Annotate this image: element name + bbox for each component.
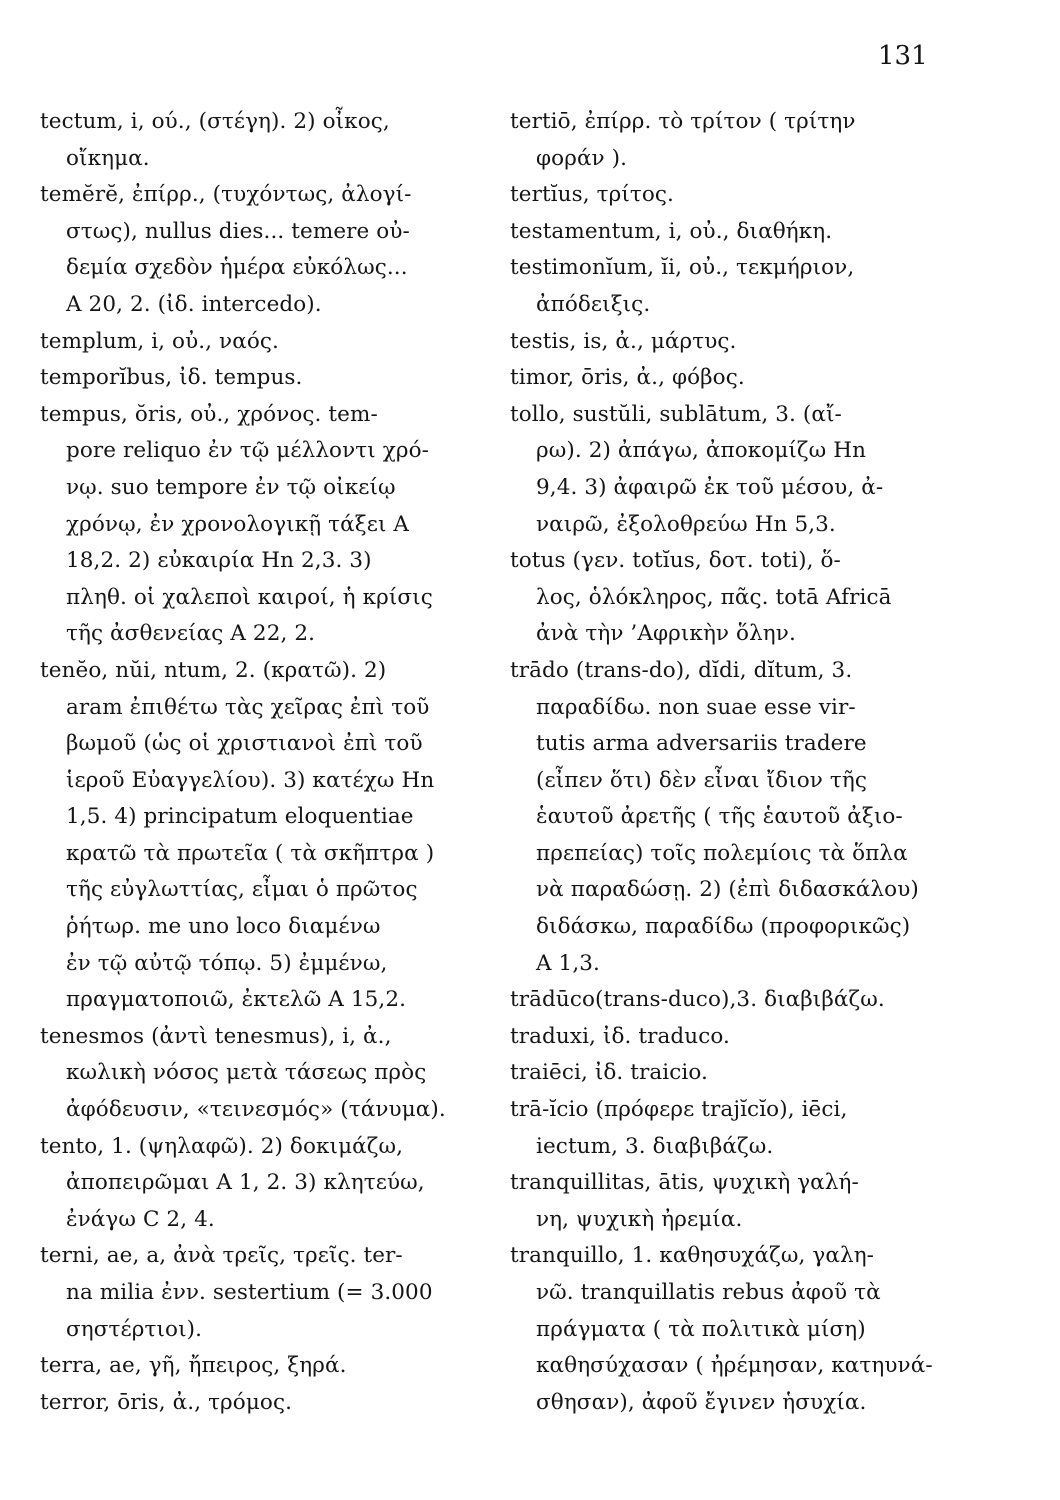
entry-headword-line: tempus, ŏris, οὐ., χρόνος. tem- [40,401,378,427]
entry-headword-line: temporĭbus, ἰδ. tempus. [40,365,303,391]
entry-headword-line: timor, ōris, ἀ., φόβος. [510,365,745,391]
entry-headword-line: terra, ae, γῆ, ἤπειρος, ξηρά. [40,1353,347,1379]
entry-headword-line: tollo, sustŭli, sublātum, 3. (αἴ- [510,401,842,427]
entry-headword-line: tento, 1. (ψηλαφῶ). 2) δοκιμάζω, [40,1133,404,1159]
entry-continuation-line: πράγματα ( τὰ πολιτικὰ μίση) [536,1316,866,1342]
entry-continuation-line: na milia ἐνν. sestertium (= 3.000 [66,1280,433,1305]
entry-continuation-line: 1,5. 4) principatum eloquentiae [66,804,414,830]
entry-continuation-line: καθησύχασαν ( ἠρέμησαν, κατηυνά- [536,1353,933,1379]
entry-headword-line: testis, is, ἀ., μάρτυς. [510,328,737,354]
entry-headword-line: tranquillitas, ātis, ψυχικὴ γαλή- [510,1170,859,1196]
entry-continuation-line: ἀποπειρῶμαι A 1, 2. 3) κλητεύω, [66,1170,425,1196]
entry-continuation-line: στως), nullus dies... temere οὐ- [66,218,410,244]
entry-continuation-line: λος, ὁλόκληρος, πᾶς. totā Africā [536,584,892,610]
entry-continuation-line: τῆς εὐγλωττίας, εἶμαι ὁ πρῶτος [66,877,418,903]
entry-continuation-line: κρατῶ τὰ πρωτεῖα ( τὰ σκῆπτρα ) [66,840,435,866]
entry-continuation-line: διδάσκω, παραδίδω (προφορικῶς) [536,914,911,940]
entry-continuation-line: ἐνάγω C 2, 4. [66,1206,215,1232]
entry-continuation-line: παραδίδω. non suae esse vir- [536,694,856,720]
entry-continuation-line: 18,2. 2) εὐκαιρία Hn 2,3. 3) [66,548,372,574]
entry-continuation-line: A 20, 2. (ἰδ. intercedo). [66,291,322,317]
entry-continuation-line: ναιρῶ, ἐξολοθρεύω Hn 5,3. [536,511,836,537]
entry-continuation-line: οἴκημα. [66,145,150,171]
entry-continuation-line: βωμοῦ (ὡς οἱ χριστιανοὶ ἐπὶ τοῦ [66,731,423,757]
entry-headword-line: tenĕo, nŭi, ntum, 2. (κρατῶ). 2) [40,657,387,683]
entry-headword-line: traiēci, ἰδ. traicio. [510,1060,708,1086]
entry-headword-line: traduxi, ἰδ. traduco. [510,1023,730,1049]
entry-continuation-line: νὰ παραδώσῃ. 2) (ἐπὶ διδασκάλου) [536,877,919,903]
entry-headword-line: tenesmos (ἀντὶ tenesmus), i, ἀ., [40,1023,392,1049]
entry-continuation-line: κωλικὴ νόσος μετὰ τάσεως πρὸς [66,1060,427,1086]
entry-headword-line: totus (γεν. totĭus, δοτ. toti), ὅ- [510,548,841,574]
entry-continuation-line: ἀπόδειξις. [536,291,651,317]
entry-continuation-line: ἑαυτοῦ ἀρετῆς ( τῆς ἑαυτοῦ ἀξιο- [536,804,903,830]
entry-continuation-line: πραγματοποιῶ, ἐκτελῶ A 15,2. [66,987,407,1013]
entry-headword-line: templum, i, οὐ., ναός. [40,328,279,354]
entry-continuation-line: σηστέρτιοι). [66,1316,203,1342]
entry-headword-line: tertiō, ἐπίρρ. τὸ τρίτον ( τρίτην [510,109,856,134]
left-column [40,104,470,1421]
entry-continuation-line: πρεπείας) τοῖς πολεμίοις τὰ ὅπλα [536,840,908,866]
entry-continuation-line: σθησαν), ἀφοῦ ἔγινεν ἡσυχία. [536,1389,867,1415]
entry-continuation-line: aram ἐπιθέτω τὰς χεῖρας ἐπὶ τοῦ [66,694,430,720]
entry-continuation-line: tutis arma adversariis tradere [536,731,867,757]
entry-continuation-line: χρόνῳ, ἐν χρονολογικῇ τάξει A [66,511,410,537]
entry-continuation-line: pore reliquo ἐν τῷ μέλλοντι χρό- [66,438,429,464]
entry-headword-line: tranquillo, 1. καθησυχάζω, γαλη- [510,1243,875,1269]
entry-continuation-line: ἱεροῦ Εὐαγγελίου). 3) κατέχω Hn [66,767,435,793]
entry-headword-line: tertĭus, τρίτος. [510,182,674,208]
right-column [510,104,940,1421]
entry-continuation-line: νη, ψυχικὴ ἠρεμία. [536,1206,743,1232]
entry-continuation-line: A 1,3. [536,950,600,976]
entry-continuation-line: (εἶπεν ὅτι) δὲν εἶναι ἴδιον τῆς [536,767,867,793]
entry-headword-line: terni, ae, a, ἀνὰ τρεῖς, τρεῖς. ter- [40,1243,403,1269]
entry-continuation-line: iectum, 3. διαβιβάζω. [536,1133,774,1159]
entry-headword-line: tectum, i, ού., (στέγη). 2) οἶκος, [40,109,390,134]
entry-continuation-line: ἐν τῷ αὐτῷ τόπῳ. 5) ἐμμένω, [66,950,388,976]
entry-headword-line: testimonĭum, ĭi, οὐ., τεκμήριον, [510,255,855,281]
entry-continuation-line: τῆς ἀσθενείας A 22, 2. [66,621,316,647]
entry-continuation-line: 9,4. 3) ἀφαιρῶ ἐκ τοῦ μέσου, ἀ- [536,474,884,500]
entry-continuation-line: νῶ. tranquillatis rebus ἀφοῦ τὰ [536,1280,881,1305]
entry-continuation-line: ῥήτωρ. me uno loco διαμένω [66,914,381,940]
entry-continuation-line: ἀνὰ τὴν ’Αφρικὴν ὅλην. [536,621,796,647]
entry-headword-line: trādūco(trans-duco),3. διαβιβάζω. [510,987,885,1013]
entry-headword-line: testamentum, i, οὐ., διαθήκη. [510,218,833,244]
entry-continuation-line: νῳ. suo tempore ἐν τῷ οἰκείῳ [66,474,396,500]
entry-headword-line: temĕrĕ, ἐπίρρ., (τυχόντως, ἀλογί- [40,182,412,208]
entry-continuation-line: φοράν ). [536,145,628,171]
entry-continuation-line: δεμία σχεδὸν ἡμέρα εὐκόλως... [66,255,408,281]
entry-headword-line: trādo (trans-do), dĭdi, dĭtum, 3. [510,657,853,683]
entry-continuation-line: ἀφόδευσιν, «τεινεσμός» (τάνυμα). [66,1097,446,1123]
page-number: 131 [878,41,928,71]
entry-continuation-line: ρω). 2) ἀπάγω, ἀποκομίζω Hn [536,438,867,464]
entry-headword-line: terror, ōris, ἀ., τρόμος. [40,1389,293,1415]
entry-continuation-line: πληθ. οἱ χαλεποὶ καιροί, ἡ κρίσις [66,584,433,610]
entry-headword-line: trā-ĭcio (πρόφερε trajĭcĭo), iēci, [510,1097,848,1123]
